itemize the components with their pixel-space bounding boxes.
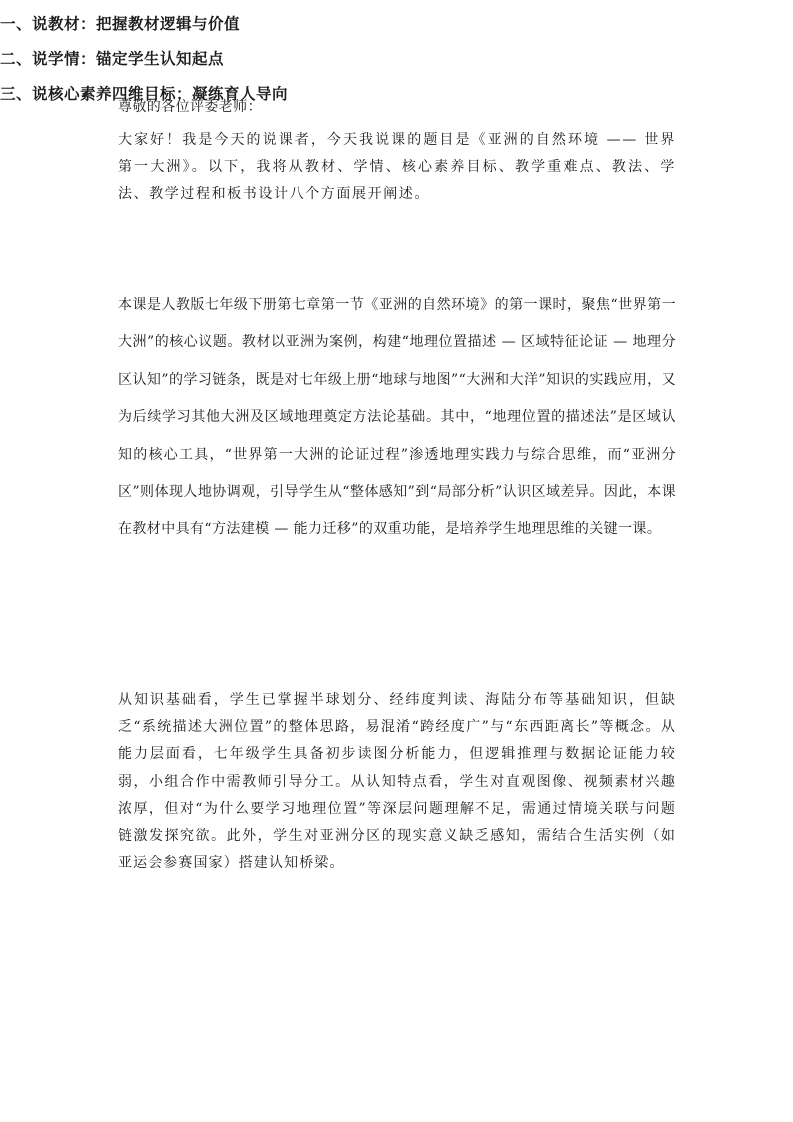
section-paragraph-student-analysis: 从知识基础看，学生已掌握半球划分、经纬度判读、海陆分布等基础知识，但缺乏“系统描述大洲位置”的整体思路，易混淆“跨经度广”与“东西距离长”等概念。从能力层面看，七年级学生具备初步读图分析能力，但逻辑推理与数据论证能力较弱，小组合作中需教师引导分工。从认知特点看，学生对直观图像、视频素材兴趣浓厚，但对“为什么要学习地理位置”等深层问题理解不足，需通过情境关联与问题链激发探究欲。此外，学生对亚洲分区的现实意义缺乏感知，需结合生活实例（如亚运会参赛国家）搭建认知桥梁。 — [118, 692, 676, 872]
section-heading-textbook: 一、说教材：把握教材逻辑与价值 — [0, 14, 241, 33]
salutation-text: 尊敬的各位评委老师： — [118, 99, 262, 115]
intro-paragraph: 大家好！我是今天的说课者，今天我说课的题目是《亚洲的自然环境 —— 世界第一大洲》。以下，我将从教材、学情、核心素养目标、教学重难点、教法、学法、教学过程和板书设计八个方面展开阐述。 — [118, 132, 676, 202]
section-heading-student-analysis: 二、说学情：锚定学生认知起点 — [0, 49, 225, 68]
section-paragraph-textbook: 本课是人教版七年级下册第七章第一节《亚洲的自然环境》的第一课时，聚焦“世界第一大洲”的核心议题。教材以亚洲为案例，构建“地理位置描述 — 区域特征论证 — 地理分区认知”的学习链条，既是对七年级上册“地球与地图”“大洲和大洋”知识的实践应用，又为后续学习其他大洲及区域地理奠定方法论基础。其中，“地理位置的描述法”是区域认知的核心工具，“世界第一大洲的论证过程”渗透地理实践力与综合思维，而“亚洲分区”则体现人地协调观，引导学生从“整体感知”到“局部分析”认识区域差异。因此，本课在教材中具有“方法建模 — 能力迁移”的双重功能，是培养学生地理思维的关键一课。 — [118, 297, 676, 538]
section-heading-core-literacy-goals: 三、说核心素养四维目标：凝练育人导向 — [0, 84, 289, 103]
